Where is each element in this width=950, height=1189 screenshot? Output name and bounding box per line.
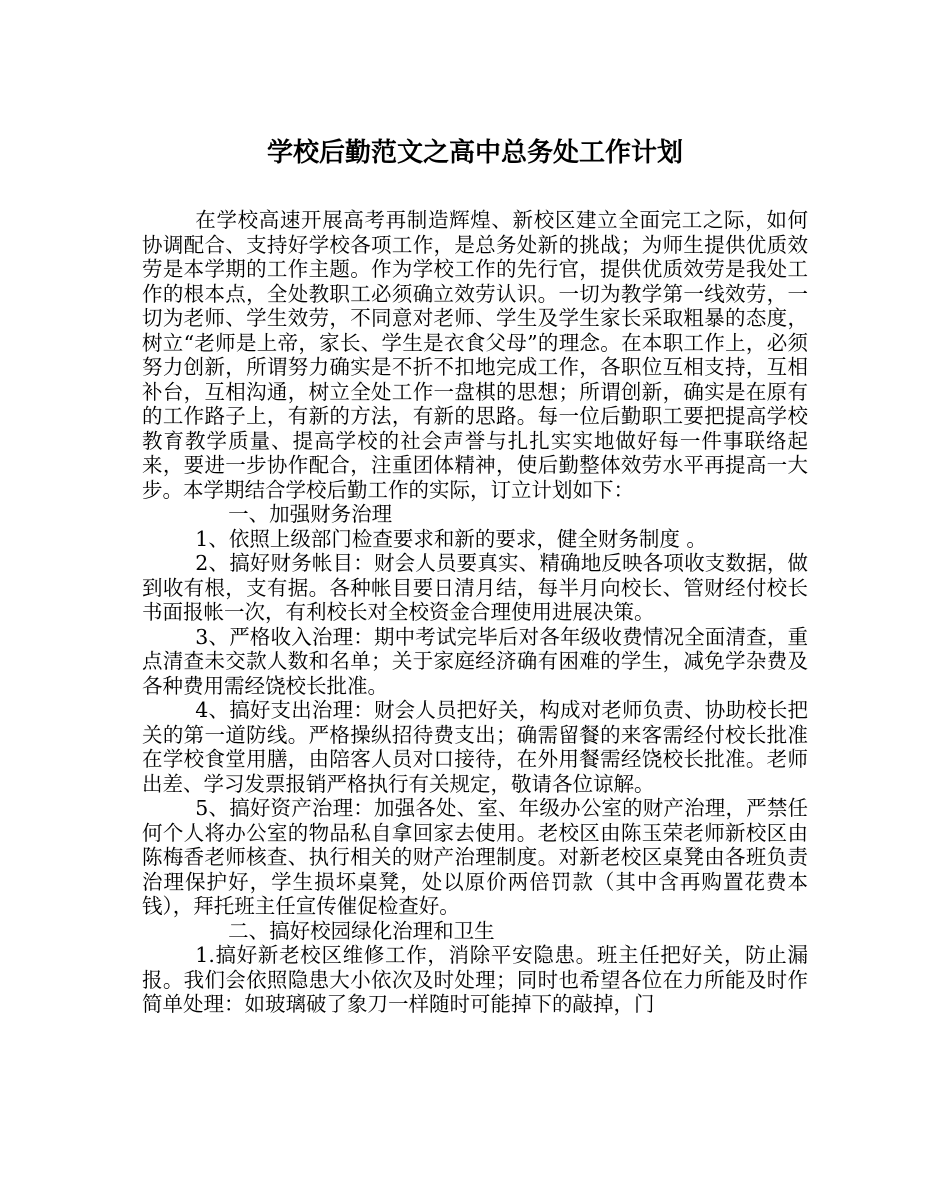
intro-paragraph: 在学校高速开展高考再制造辉煌、新校区建立全面完工之际，如何协调配合、支持好学校各项工作，是总务处新的挑战；为师生提供优质效劳是本学期的工作主题。作为学校工作的先行官，提供优质效劳是我处工作的根本点，全处教职工必须确立效劳认识。一切为教学第一线效劳，一切为老师、学生效劳，不同意对老师、学生及学生家长采取粗暴的态度，树立“老师是上帝，家长、学生是衣食父母”的理念。在本职工作上，必须努力创新，所谓努力确实是不折不扣地完成工作，各职位互相支持，互相补台，互相沟通，树立全处工作一盘棋的思想；所谓创新，确实是在原有的工作路子上，有新的方法，有新的思路。每一位后勤职工要把提高学校教育教学质量、提高学校的社会声誉与扎扎实实地做好每一件事联络起来，要进一步协作配合，注重团体精神，使后勤整体效劳水平再提高一大步。本学期结合学校后勤工作的实际，订立计划如下： (142, 208, 808, 502)
document-title: 学校后勤范文之高中总务处工作计划 (266, 138, 683, 168)
finance-item-4: 4、搞好支出治理：财会人员把好关，构成对老师负责、协助校长把关的第一道防线。严格操纵招待费支出；确需留餐的来客需经付校长批准在学校食堂用膳，由陪客人员对口接待，在外用餐需经饶校长批准。老师出差、学习发票报销严格执行有关规定，敬请各位谅解。 (142, 698, 808, 796)
document-body (142, 208, 808, 1017)
section-heading-finance: 一、加强财务治理 (228, 502, 393, 526)
section-heading-campus: 二、搞好校园绿化治理和卫生 (228, 918, 495, 943)
finance-item-5: 5、搞好资产治理：加强各处、室、年级办公室的财产治理，严禁任何个人将办公室的物品私自拿回家去使用。老校区由陈玉荣老师新校区由陈梅香老师核查、执行相关的财产治理制度。对新老校区桌凳由各班负责治理保护好，学生损坏桌凳，处以原价两倍罚款（其中含再购置花费本钱），拜托班主任宣传催促检查好。 (142, 796, 808, 918)
campus-item-1: 1.搞好新老校区维修工作，消除平安隐患。班主任把好关，防止漏报。我们会依照隐患大小依次及时处理；同时也希望各位在力所能及时作简单处理：如玻璃破了象刀一样随时可能掉下的敲掉，门 (142, 943, 808, 1016)
finance-item-2: 2、搞好财务帐目：财会人员要真实、精确地反映各项收支数据，做到收有根，支有据。各种帐目要日清月结，每半月向校长、管财经付校长书面报帐一次，有利校长对全校资金合理使用进展决策。 (142, 551, 808, 624)
finance-item-1: 1、依照上级部门检查要求和新的要求，健全财务制度 。 (195, 526, 707, 551)
finance-item-3: 3、严格收入治理：期中考试完毕后对各年级收费情况全面清查，重点清查未交款人数和名单；关于家庭经济确有困难的学生，减免学杂费及各种费用需经饶校长批准。 (142, 624, 808, 698)
